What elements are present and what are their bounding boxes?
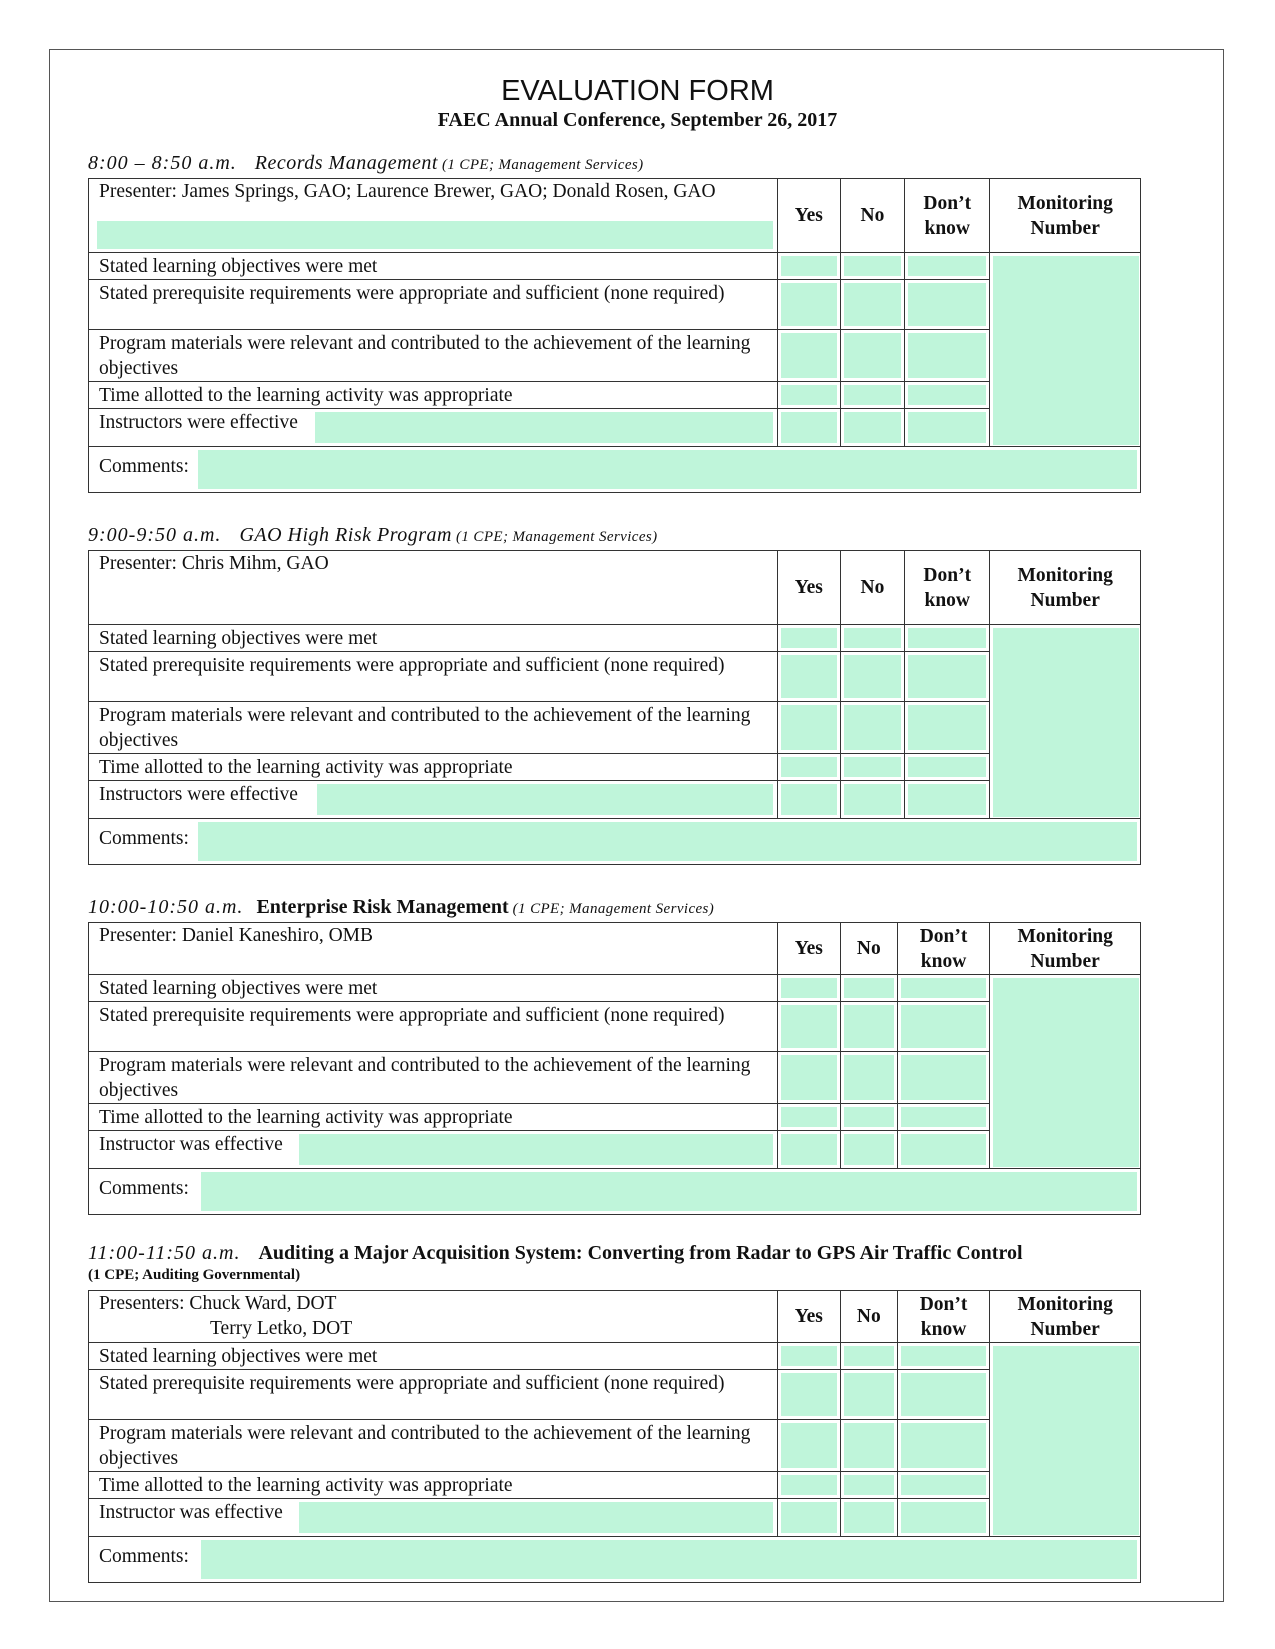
no-checkbox[interactable] — [840, 382, 904, 409]
session-2 — [88, 524, 1141, 849]
dont-know-checkbox[interactable] — [905, 253, 990, 280]
session-time: 8:00 – 8:50 a.m. — [88, 152, 237, 174]
presenter-text: Presenter: James Springs, GAO; Laurence Brewer, GAO; Donald Rosen, GAO — [99, 181, 716, 202]
instructor-input[interactable] — [315, 412, 773, 443]
instructor-input[interactable] — [299, 1502, 773, 1533]
session-time: 9:00-9:50 a.m. — [88, 524, 222, 546]
no-checkbox[interactable] — [840, 1343, 897, 1370]
dont-know-checkbox[interactable] — [905, 330, 990, 382]
evaluation-table — [88, 550, 1141, 865]
question-text: Program materials were relevant and contributed to the achievement of the learning objectives — [89, 702, 778, 754]
dont-know-checkbox[interactable] — [897, 975, 990, 1002]
no-checkbox[interactable] — [840, 1052, 897, 1104]
question-cell — [89, 1131, 778, 1169]
monitoring-number-input[interactable] — [990, 975, 1141, 1169]
session-header — [88, 524, 1141, 550]
page-title: EVALUATION FORM — [501, 75, 774, 107]
column-header-yes: Yes — [777, 551, 840, 625]
no-checkbox[interactable] — [840, 1131, 897, 1169]
monitoring-number-input[interactable] — [990, 1343, 1141, 1537]
presenter-text: Presenters: Chuck Ward, DOT — [99, 1293, 337, 1314]
yes-checkbox[interactable] — [777, 409, 840, 447]
no-checkbox[interactable] — [840, 1472, 897, 1499]
column-header-no: No — [840, 923, 897, 975]
question-text: Stated prerequisite requirements were appropriate and sufficient (none required) — [89, 1002, 778, 1052]
yes-checkbox[interactable] — [777, 382, 840, 409]
dont-know-checkbox[interactable] — [897, 1052, 990, 1104]
session-credit: (1 CPE; Management Services) — [441, 157, 644, 173]
comments-cell — [89, 1537, 1141, 1583]
yes-checkbox[interactable] — [777, 330, 840, 382]
dont-know-checkbox[interactable] — [897, 1131, 990, 1169]
question-text: Stated prerequisite requirements were appropriate and sufficient (none required) — [89, 280, 778, 330]
yes-checkbox[interactable] — [777, 1343, 840, 1370]
question-text: Instructor was effective — [99, 1502, 283, 1523]
column-header-dont-know: Don’t know — [905, 551, 990, 625]
session-header — [88, 1242, 1141, 1290]
comments-cell — [89, 1169, 1141, 1215]
column-header-dont-know: Don’t know — [905, 179, 990, 253]
dont-know-checkbox[interactable] — [905, 382, 990, 409]
no-checkbox[interactable] — [840, 1420, 897, 1472]
presenter-text-2: Terry Letko, DOT — [210, 1318, 353, 1339]
column-header-yes: Yes — [777, 923, 840, 975]
question-text: Program materials were relevant and contributed to the achievement of the learning objectives — [89, 1420, 778, 1472]
comments-input[interactable] — [201, 1540, 1137, 1579]
yes-checkbox[interactable] — [777, 781, 840, 819]
no-checkbox[interactable] — [840, 781, 904, 819]
question-text: Program materials were relevant and contributed to the achievement of the learning objectives — [89, 1052, 778, 1104]
dont-know-checkbox[interactable] — [897, 1002, 990, 1052]
page-subtitle: FAEC Annual Conference, September 26, 2017 — [437, 109, 838, 131]
yes-checkbox[interactable] — [777, 280, 840, 330]
column-header-no: No — [840, 179, 904, 253]
column-header-monitoring-number: Monitoring Number — [990, 923, 1141, 975]
column-header-dont-know: Don’t know — [897, 923, 990, 975]
question-cell — [89, 409, 778, 447]
yes-checkbox[interactable] — [777, 625, 840, 652]
column-header-no: No — [840, 1291, 897, 1343]
comments-input[interactable] — [198, 450, 1137, 489]
yes-checkbox[interactable] — [777, 652, 840, 702]
column-header-yes: Yes — [777, 179, 840, 253]
question-text: Time allotted to the learning activity was appropriate — [89, 1472, 778, 1499]
presenter-text: Presenter: Daniel Kaneshiro, OMB — [89, 923, 778, 975]
dont-know-checkbox[interactable] — [897, 1420, 990, 1472]
column-header-monitoring-number: Monitoring Number — [990, 179, 1141, 253]
comments-cell — [89, 819, 1141, 865]
question-text: Stated prerequisite requirements were appropriate and sufficient (none required) — [89, 1370, 778, 1420]
question-text: Time allotted to the learning activity was appropriate — [89, 1104, 778, 1131]
session-title: Enterprise Risk Management — [256, 896, 509, 918]
column-header-no: No — [840, 551, 904, 625]
no-checkbox[interactable] — [840, 1104, 897, 1131]
yes-checkbox[interactable] — [777, 975, 840, 1002]
session-time: 11:00-11:50 a.m. — [88, 1242, 241, 1264]
yes-checkbox[interactable] — [777, 1499, 840, 1537]
monitoring-number-input[interactable] — [990, 253, 1141, 447]
presenter-text: Presenter: Chris Mihm, GAO — [89, 551, 778, 625]
yes-checkbox[interactable] — [777, 1472, 840, 1499]
session-credit: (1 CPE; Auditing Governmental) — [88, 1267, 301, 1283]
dont-know-checkbox[interactable] — [905, 702, 990, 754]
comments-cell — [89, 447, 1141, 493]
column-header-monitoring-number: Monitoring Number — [990, 1291, 1141, 1343]
yes-checkbox[interactable] — [777, 1002, 840, 1052]
presenter-cell — [89, 179, 778, 253]
session-4 — [88, 1242, 1141, 1567]
question-text: Stated prerequisite requirements were appropriate and sufficient (none required) — [89, 652, 778, 702]
evaluation-table — [88, 1290, 1141, 1583]
session-credit: (1 CPE; Management Services) — [455, 529, 658, 545]
no-checkbox[interactable] — [840, 652, 904, 702]
session-1 — [88, 152, 1141, 477]
session-title: Records Management — [254, 152, 438, 174]
evaluation-table — [88, 922, 1141, 1215]
comments-input[interactable] — [201, 1172, 1137, 1211]
question-text: Program materials were relevant and contributed to the achievement of the learning objectives — [89, 330, 778, 382]
yes-checkbox[interactable] — [777, 702, 840, 754]
session-time: 10:00-10:50 a.m. — [88, 896, 244, 918]
question-cell — [89, 1499, 778, 1537]
dont-know-checkbox[interactable] — [897, 1370, 990, 1420]
evaluation-table — [88, 178, 1141, 493]
yes-checkbox[interactable] — [777, 1420, 840, 1472]
dont-know-checkbox[interactable] — [897, 1472, 990, 1499]
no-checkbox[interactable] — [840, 702, 904, 754]
dont-know-checkbox[interactable] — [905, 754, 990, 781]
dont-know-checkbox[interactable] — [905, 409, 990, 447]
comments-input[interactable] — [198, 822, 1137, 861]
question-text: Time allotted to the learning activity was appropriate — [89, 754, 778, 781]
column-header-dont-know: Don’t know — [897, 1291, 990, 1343]
dont-know-checkbox[interactable] — [905, 652, 990, 702]
session-credit: (1 CPE; Management Services) — [512, 901, 715, 917]
yes-checkbox[interactable] — [777, 1370, 840, 1420]
no-checkbox[interactable] — [840, 280, 904, 330]
presenter-input[interactable] — [97, 221, 773, 249]
instructor-input[interactable] — [299, 1134, 773, 1165]
column-header-yes: Yes — [777, 1291, 840, 1343]
monitoring-number-input[interactable] — [990, 625, 1141, 819]
question-text: Instructors were effective — [99, 784, 298, 805]
presenter-cell — [89, 1291, 778, 1343]
dont-know-checkbox[interactable] — [905, 280, 990, 330]
question-text: Instructors were effective — [99, 412, 298, 433]
instructor-input[interactable] — [317, 784, 773, 815]
question-text: Stated learning objectives were met — [89, 253, 778, 280]
question-text: Stated learning objectives were met — [89, 1343, 778, 1370]
dont-know-checkbox[interactable] — [905, 781, 990, 819]
dont-know-checkbox[interactable] — [897, 1343, 990, 1370]
yes-checkbox[interactable] — [777, 1052, 840, 1104]
no-checkbox[interactable] — [840, 754, 904, 781]
no-checkbox[interactable] — [840, 1499, 897, 1537]
column-header-monitoring-number: Monitoring Number — [990, 551, 1141, 625]
dont-know-checkbox[interactable] — [897, 1499, 990, 1537]
question-text: Stated learning objectives were met — [89, 625, 778, 652]
question-text: Time allotted to the learning activity was appropriate — [89, 382, 778, 409]
yes-checkbox[interactable] — [777, 253, 840, 280]
dont-know-checkbox[interactable] — [905, 625, 990, 652]
session-header — [88, 896, 1141, 922]
no-checkbox[interactable] — [840, 1002, 897, 1052]
dont-know-checkbox[interactable] — [897, 1104, 990, 1131]
session-3 — [88, 896, 1141, 1199]
question-cell — [89, 781, 778, 819]
comments-label: Comments: — [99, 456, 189, 477]
no-checkbox[interactable] — [840, 625, 904, 652]
comments-label: Comments: — [99, 1546, 189, 1567]
question-text: Stated learning objectives were met — [89, 975, 778, 1002]
yes-checkbox[interactable] — [777, 754, 840, 781]
yes-checkbox[interactable] — [777, 1131, 840, 1169]
no-checkbox[interactable] — [840, 975, 897, 1002]
yes-checkbox[interactable] — [777, 1104, 840, 1131]
no-checkbox[interactable] — [840, 253, 904, 280]
comments-label: Comments: — [99, 828, 189, 849]
session-title: GAO High Risk Program — [239, 524, 452, 546]
no-checkbox[interactable] — [840, 330, 904, 382]
no-checkbox[interactable] — [840, 1370, 897, 1420]
session-header — [88, 152, 1141, 178]
session-title: Auditing a Major Acquisition System: Converting from Radar to GPS Air Traffic Control — [258, 1242, 1023, 1264]
no-checkbox[interactable] — [840, 409, 904, 447]
question-text: Instructor was effective — [99, 1134, 283, 1155]
comments-label: Comments: — [99, 1178, 189, 1199]
